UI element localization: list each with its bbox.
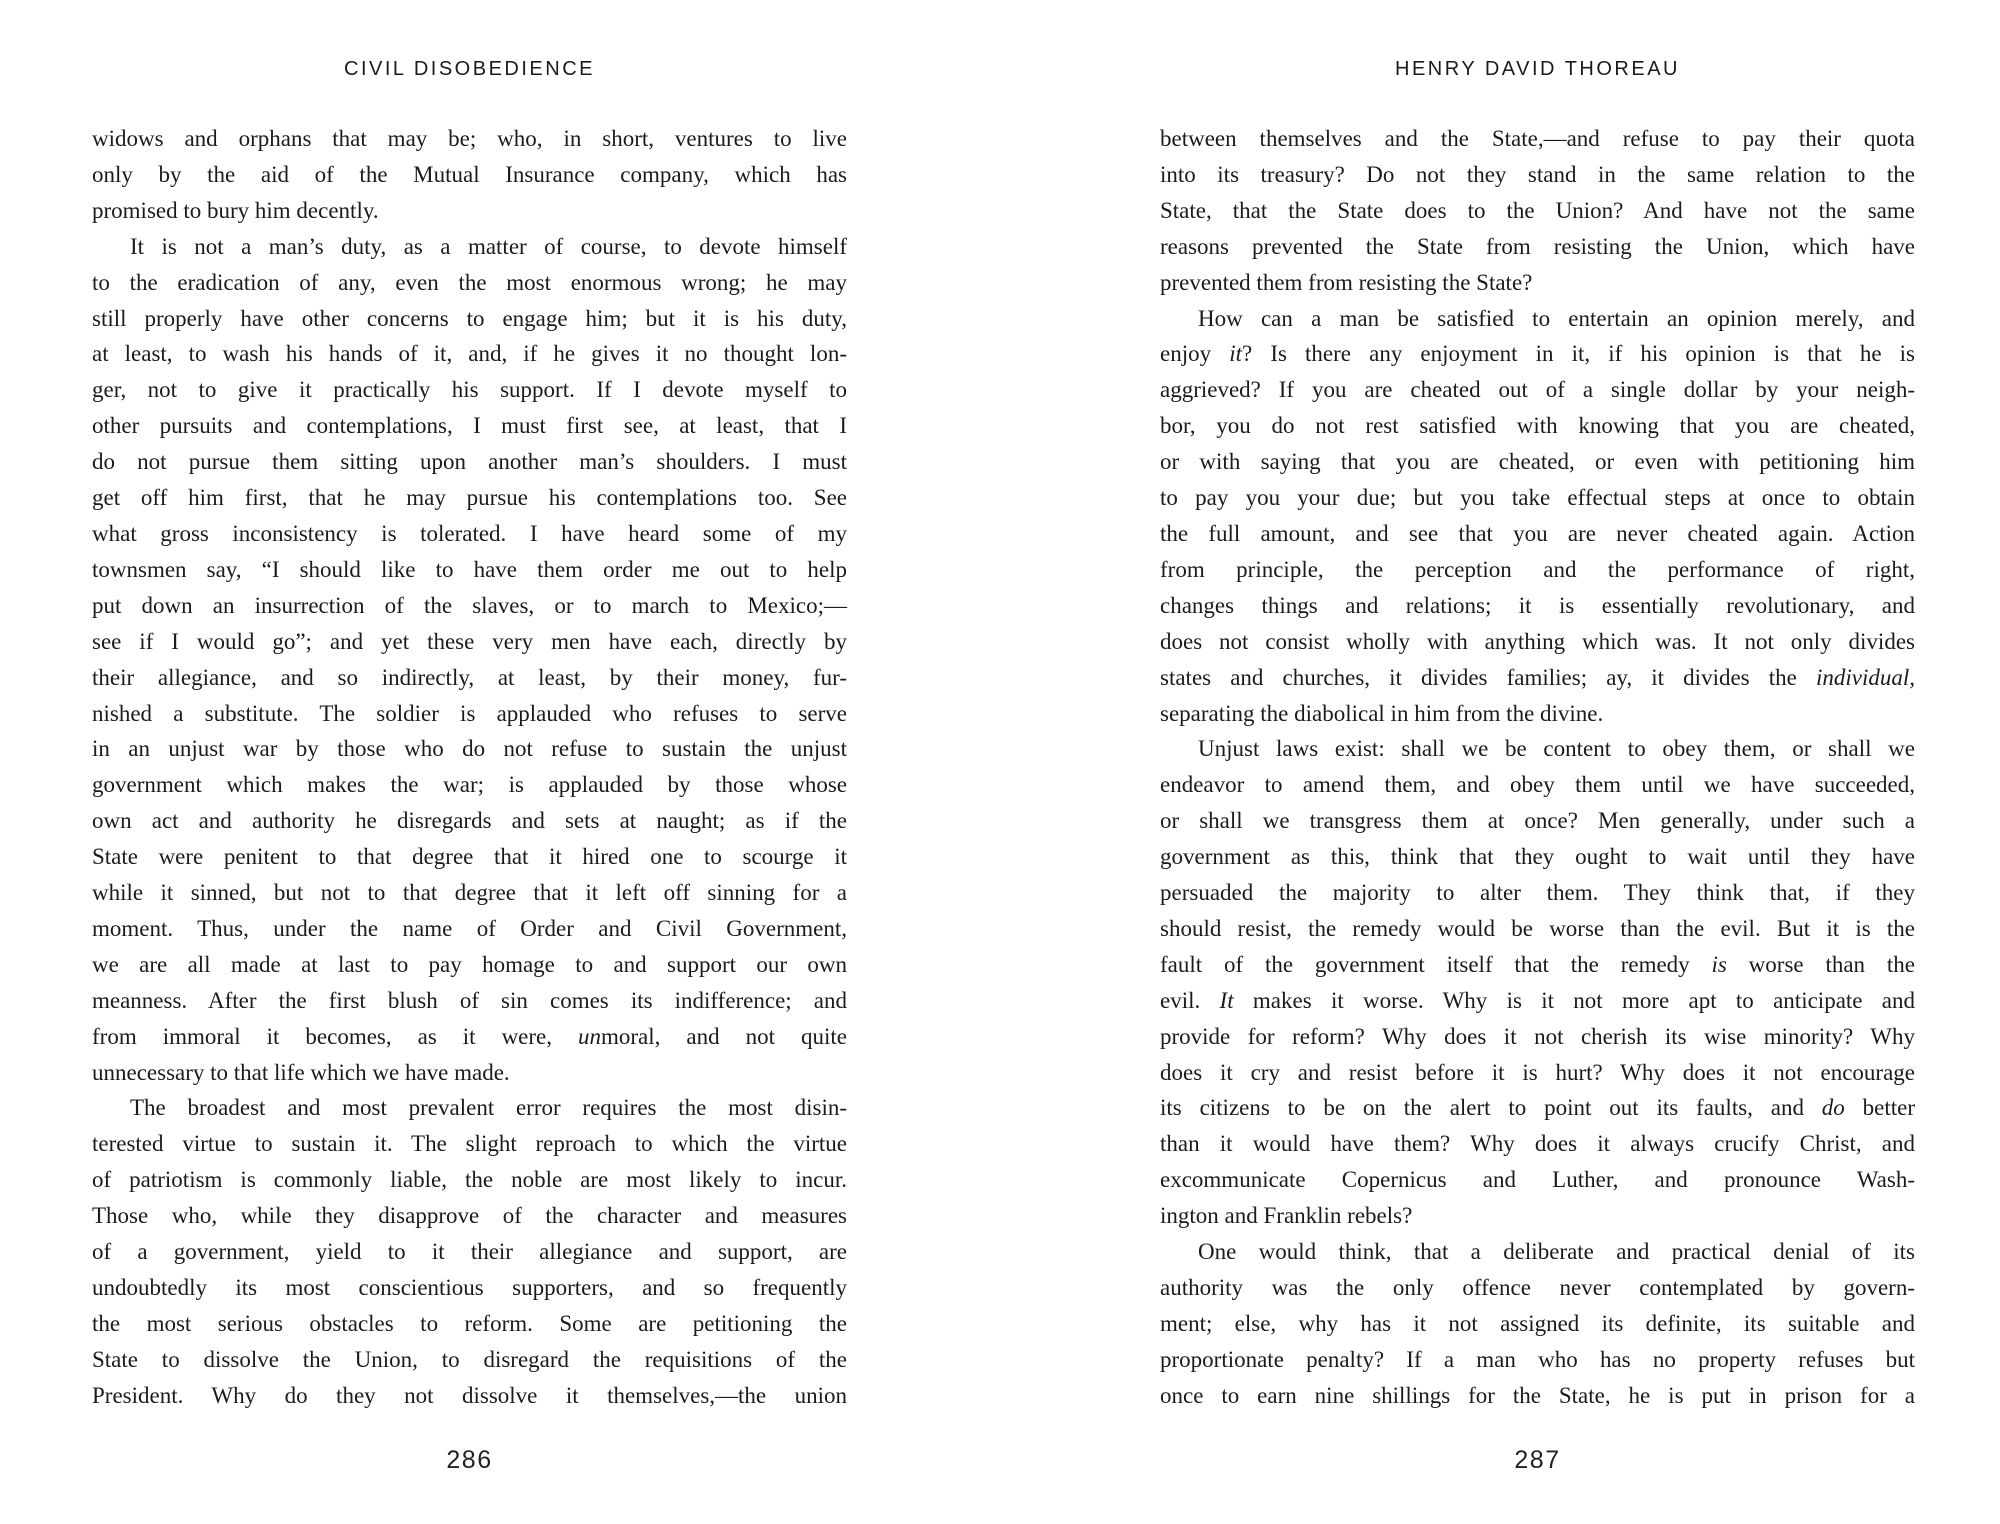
text-line: their allegiance, and so indirectly, at least, by their money, fur-: [92, 664, 847, 690]
text-line: from immoral it becomes, as it were, unmoral, and not quite: [92, 1023, 847, 1049]
text-line: separating the diabolical in him from the divine.: [1160, 700, 1604, 726]
text-line: aggrieved? If you are cheated out of a single dollar by your neigh-: [1160, 377, 1915, 403]
page-left: [92, 0, 847, 1524]
text-line: or shall we transgress them at once? Men generally, under such a: [1160, 808, 1915, 834]
text-line: prevented them from resisting the State?: [1160, 269, 1533, 295]
text-line: to pay you your due; but you take effectual steps at once to obtain: [1160, 485, 1915, 511]
page-number-left: 286: [446, 1446, 493, 1474]
text-line: reasons prevented the State from resisting the Union, which have: [1160, 233, 1915, 259]
text-line: One would think, that a deliberate and practical denial of its: [1198, 1239, 1915, 1265]
text-line: ger, not to give it practically his support. If I devote myself to: [92, 377, 847, 403]
running-header-right: HENRY DAVID THOREAU: [1395, 58, 1680, 80]
text-line: terested virtue to sustain it. The slight reproach to which the virtue: [92, 1131, 847, 1157]
running-header-left: CIVIL DISOBEDIENCE: [344, 58, 595, 80]
text-line: see if I would go”; and yet these very men have each, directly by: [92, 628, 847, 654]
text-line: its citizens to be on the alert to point out its faults, and do better: [1160, 1095, 1915, 1121]
text-line: fault of the government itself that the remedy is worse than the: [1160, 951, 1915, 977]
text-line: from principle, the perception and the performance of right,: [1160, 556, 1915, 582]
text-line: states and churches, it divides families; ay, it divides the individual,: [1160, 664, 1915, 690]
text-line: moment. Thus, under the name of Order and Civil Government,: [92, 915, 847, 941]
text-line: excommunicate Copernicus and Luther, and pronounce Wash-: [1160, 1167, 1915, 1193]
text-line: own act and authority he disregards and sets at naught; as if the: [92, 808, 847, 834]
text-line: do not pursue them sitting upon another man’s shoulders. I must: [92, 449, 847, 475]
text-line: undoubtedly its most conscientious supporters, and so frequently: [92, 1275, 847, 1300]
text-line: the full amount, and see that you are never cheated again. Action: [1160, 520, 1915, 546]
text-line: at least, to wash his hands of it, and, if he gives it no thought lon-: [92, 341, 847, 367]
text-line: State, that the State does to the Union? And have not the same: [1160, 197, 1915, 223]
text-line: than it would have them? Why does it always crucify Christ, and: [1160, 1131, 1915, 1157]
text-line: once to earn nine shillings for the State, he is put in prison for a: [1160, 1382, 1915, 1408]
text-line: meanness. After the first blush of sin comes its indifference; and: [92, 987, 847, 1013]
text-line: authority was the only offence never contemplated by govern-: [1160, 1275, 1915, 1300]
text-line: evil. It makes it worse. Why is it not more apt to anticipate and: [1160, 987, 1915, 1013]
text-line: of patriotism is commonly liable, the noble are most likely to incur.: [92, 1167, 847, 1193]
text-line: enjoy it? Is there any enjoyment in it, if his opinion is that he is: [1160, 341, 1915, 367]
text-line: into its treasury? Do not they stand in the same relation to the: [1160, 161, 1915, 187]
text-line: proportionate penalty? If a man who has no property refuses but: [1160, 1346, 1915, 1372]
text-line: still properly have other concerns to engage him; but it is his duty,: [92, 305, 847, 331]
text-line: should resist, the remedy would be worse than the evil. But it is the: [1160, 915, 1915, 941]
text-line: in an unjust war by those who do not refuse to sustain the unjust: [92, 736, 847, 762]
text-line: get off him first, that he may pursue his contemplations too. See: [92, 485, 847, 511]
text-line: promised to bury him decently.: [92, 197, 379, 223]
text-line: ington and Franklin rebels?: [1160, 1203, 1413, 1229]
text-line: the most serious obstacles to reform. Some are petitioning the: [92, 1310, 847, 1336]
text-line: does not consist wholly with anything which was. It not only divides: [1160, 628, 1915, 654]
text-line: of a government, yield to it their allegiance and support, are: [92, 1239, 847, 1265]
text-line: President. Why do they not dissolve it themselves,—the union: [92, 1382, 847, 1408]
text-line: to the eradication of any, even the most enormous wrong; he may: [92, 269, 847, 295]
text-line: nished a substitute. The soldier is applauded who refuses to serve: [92, 700, 847, 726]
text-line: government as this, think that they ought to wait until they have: [1160, 844, 1915, 870]
text-line: put down an insurrection of the slaves, or to march to Mexico;—: [92, 592, 847, 618]
text-line: State were penitent to that degree that it hired one to scourge it: [92, 844, 847, 870]
text-line: Those who, while they disapprove of the character and measures: [92, 1203, 847, 1229]
text-line: changes things and relations; it is essentially revolutionary, and: [1160, 592, 1915, 618]
text-line: unnecessary to that life which we have made.: [92, 1059, 510, 1085]
text-line: does it cry and resist before it is hurt? Why does it not encourage: [1160, 1059, 1915, 1085]
text-line: townsmen say, “I should like to have them order me out to help: [92, 556, 847, 582]
page-right: [1160, 0, 1915, 1524]
text-line: The broadest and most prevalent error requires the most disin-: [130, 1095, 847, 1121]
text-line: ment; else, why has it not assigned its definite, its suitable and: [1160, 1310, 1915, 1336]
text-line: It is not a man’s duty, as a matter of course, to devote himself: [130, 233, 847, 259]
text-line: what gross inconsistency is tolerated. I have heard some of my: [92, 520, 847, 546]
text-line: between themselves and the State,—and refuse to pay their quota: [1160, 126, 1915, 151]
text-line: government which makes the war; is applauded by those whose: [92, 772, 847, 798]
text-line: How can a man be satisfied to entertain an opinion merely, and: [1198, 305, 1915, 331]
text-line: only by the aid of the Mutual Insurance company, which has: [92, 161, 847, 187]
text-line: other pursuits and contemplations, I must first see, at least, that I: [92, 413, 847, 439]
text-line: endeavor to amend them, and obey them until we have succeeded,: [1160, 772, 1915, 798]
text-line: bor, you do not rest satisfied with knowing that you are cheated,: [1160, 413, 1915, 439]
text-line: Unjust laws exist: shall we be content to obey them, or shall we: [1198, 736, 1915, 762]
text-line: State to dissolve the Union, to disregard the requisitions of the: [92, 1346, 847, 1372]
page-body: [92, 121, 847, 1414]
text-line: provide for reform? Why does it not cherish its wise minority? Why: [1160, 1023, 1915, 1049]
text-line: persuaded the majority to alter them. They think that, if they: [1160, 880, 1915, 906]
page-number-right: 287: [1514, 1446, 1561, 1474]
text-line: widows and orphans that may be; who, in short, ventures to live: [92, 126, 847, 151]
text-line: we are all made at last to pay homage to and support our own: [92, 951, 847, 977]
page-body: [1160, 121, 1915, 1414]
text-line: while it sinned, but not to that degree that it left off sinning for a: [92, 880, 847, 906]
text-line: or with saying that you are cheated, or even with petitioning him: [1160, 449, 1915, 475]
